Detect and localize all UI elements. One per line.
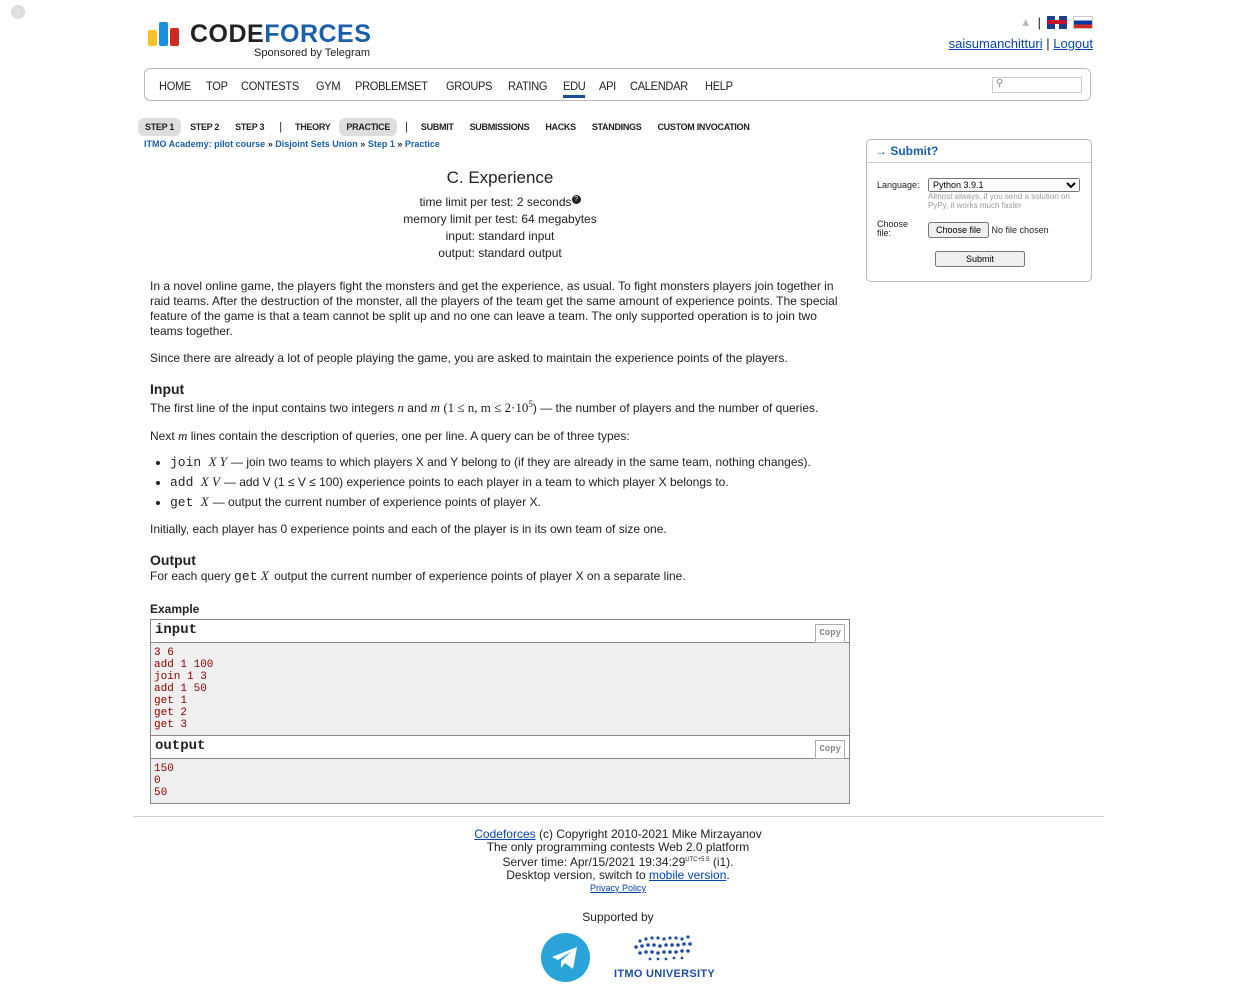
- example-title: Example: [150, 602, 200, 616]
- copy-input-button[interactable]: Copy: [815, 624, 845, 643]
- menu-item-contests[interactable]: CONTESTS: [241, 79, 300, 93]
- tab-practice[interactable]: PRACTICE: [339, 118, 397, 136]
- mobile-version-link[interactable]: mobile version: [649, 868, 727, 882]
- example-input-label: input: [155, 622, 198, 638]
- menu-item-groups[interactable]: GROUPS: [445, 79, 492, 93]
- file-label: Choose file:: [877, 219, 909, 238]
- russian-flag-icon[interactable]: [1073, 16, 1093, 29]
- example-input: 3 6 add 1 100 join 1 3 add 1 50 get 1 get 2 get 3: [151, 643, 849, 736]
- menu-separator: |: [279, 121, 283, 133]
- submit-box: [866, 139, 1092, 282]
- example-output-label: output: [155, 738, 206, 754]
- menu-item-gym[interactable]: GYM: [316, 79, 341, 93]
- breadcrumb-practice[interactable]: Practice: [404, 139, 440, 149]
- input-paragraph-1: The first line of the input contains two integers n and m (1 ≤ n, $m \le 2\cdot 10^5$) — the number of players and the number of queries.: [150, 399, 819, 415]
- privacy-policy-link[interactable]: Privacy Policy: [589, 883, 646, 893]
- help-icon[interactable]: ?: [572, 195, 581, 204]
- header-right: [949, 14, 1093, 51]
- tab-step-2[interactable]: STEP 2: [190, 122, 220, 132]
- tab-submissions[interactable]: SUBMISSIONS: [469, 122, 530, 132]
- output-file: output: standard output: [438, 246, 562, 260]
- tab-step-1[interactable]: STEP 1: [138, 118, 181, 136]
- language-label: Language:: [877, 180, 920, 190]
- menu-item-home[interactable]: HOME: [159, 79, 192, 93]
- input-paragraph-2: Next m lines contain the description of queries, one per line. A query can be of three types:: [150, 428, 630, 443]
- platform-text: The only programming contests Web 2.0 platform: [486, 840, 750, 854]
- user-separator: |: [1046, 36, 1050, 51]
- list-item: • add X V — add V (1 ≤ V ≤ 100) experience points to each player in a team to which player X belongs to.: [170, 474, 850, 490]
- copy-output-button[interactable]: Copy: [815, 740, 845, 759]
- initial-state-paragraph: Initially, each player has 0 experience points and each of the player is in its own team of size one.: [150, 522, 667, 536]
- menu-item-problemset[interactable]: PROBLEMSET: [354, 79, 428, 93]
- lang-separator: |: [1037, 14, 1041, 30]
- memory-limit: memory limit per test: 64 megabytes: [403, 212, 597, 226]
- input-section-title: Input: [150, 381, 185, 397]
- tab-standings[interactable]: STANDINGS: [591, 122, 642, 132]
- language-select[interactable]: [928, 178, 1080, 192]
- sponsor-text: Sponsored by Telegram: [254, 47, 370, 59]
- output-section-title: Output: [150, 552, 196, 568]
- example-output: 150 0 50: [151, 759, 849, 803]
- second-menu: [138, 118, 759, 136]
- menu-separator: |: [405, 121, 408, 133]
- menu-item-rating[interactable]: RATING: [508, 79, 548, 93]
- choose-file-button[interactable]: Choose file: [928, 222, 989, 238]
- tab-custom-invocation[interactable]: CUSTOM INVOCATION: [657, 122, 750, 132]
- menu-item-api[interactable]: API: [599, 79, 617, 93]
- menu-item-calendar[interactable]: CALENDAR: [629, 79, 688, 93]
- search-icon: ⚲: [996, 78, 1004, 89]
- bell-icon[interactable]: ▲: [1019, 15, 1032, 29]
- telegram-logo-icon[interactable]: [541, 933, 590, 982]
- legend-paragraph-1: In a novel online game, the players fight the monsters and get the experience, as usual. To fight monsters players join together in raid teams. After the destruction of the monster, all the players of the team get the same amount of experience points. The special feature of the game is that a team cannot be split up and no one can leave a team. The only supported operation is to join two teams together.: [150, 279, 838, 338]
- problem-statement: [150, 168, 850, 804]
- scroll-top-icon[interactable]: ↑: [11, 5, 25, 19]
- output-paragraph: For each query get X output the current number of experience points of player X on a separate line.: [150, 568, 686, 584]
- no-file-text: No file chosen: [991, 225, 1049, 235]
- query-list: [150, 454, 850, 510]
- language-hint: Almost always, if you send a solution on PyPy, it works much faster: [928, 192, 1070, 210]
- tab-hacks[interactable]: HACKS: [545, 122, 576, 132]
- logout-link[interactable]: Logout: [1053, 36, 1093, 51]
- main-menu: [144, 68, 1091, 101]
- breadcrumb-step[interactable]: Step 1: [367, 139, 395, 149]
- breadcrumb-course[interactable]: ITMO Academy: pilot course: [144, 139, 266, 149]
- search-input[interactable]: [992, 77, 1082, 93]
- time-limit: time limit per test: 2 seconds ?: [150, 195, 850, 210]
- logo-text: CODEFORCES: [190, 20, 372, 48]
- problem-title: C. Experience: [446, 168, 554, 187]
- example-box: [150, 619, 850, 804]
- input-file: input: standard input: [445, 229, 555, 243]
- tab-submit[interactable]: SUBMIT: [420, 122, 454, 132]
- list-item: • get X — output the current number of experience points of player X.: [170, 494, 850, 510]
- legend-paragraph-2: Since there are already a lot of people playing the game, you are asked to maintain the experience points of the players.: [150, 351, 788, 365]
- tab-step-3[interactable]: STEP 3: [235, 122, 265, 132]
- username-link[interactable]: saisumanchitturi: [948, 36, 1043, 51]
- breadcrumb-lesson[interactable]: Disjoint Sets Union: [275, 139, 358, 149]
- itmo-logo[interactable]: [612, 931, 716, 981]
- tab-theory[interactable]: THEORY: [295, 122, 331, 132]
- menu-item-help[interactable]: HELP: [704, 79, 733, 93]
- logo-bars-icon: [148, 20, 182, 46]
- footer-divider: [133, 816, 1104, 817]
- menu-item-top[interactable]: TOP: [205, 79, 228, 93]
- list-item: • join X Y — join two teams to which players X and Y belong to (if they are already in the same team, nothing changes).: [170, 454, 850, 470]
- server-time: Server time: Apr/15/2021 $19:34:29^{UTC+5.5}$ (i1).: [502, 855, 734, 869]
- codeforces-link[interactable]: Codeforces: [474, 827, 536, 841]
- submit-button[interactable]: Submit: [935, 251, 1025, 267]
- footer: Codeforces (c) Copyright 2010-2021 Mike Mirzayanov The only programming contests Web 2.0 platform Server time: Apr/15/2021 $19:34:29^{UTC+5.5}$ (i1). Desktop version, switch to mobile version. Privacy Policy: [0, 828, 1236, 895]
- breadcrumb: ITMO Academy: pilot course » Disjoint Sets Union » Step 1 » Practice: [144, 139, 440, 149]
- menu-item-edu[interactable]: EDU: [563, 79, 585, 98]
- submit-box-title: → Submit?: [867, 140, 1091, 163]
- itmo-dots-icon: [630, 933, 696, 963]
- supported-by: Supported by: [582, 910, 654, 924]
- english-flag-icon[interactable]: [1047, 16, 1067, 29]
- itmo-text: ITMO UNIVERSITY: [614, 968, 716, 980]
